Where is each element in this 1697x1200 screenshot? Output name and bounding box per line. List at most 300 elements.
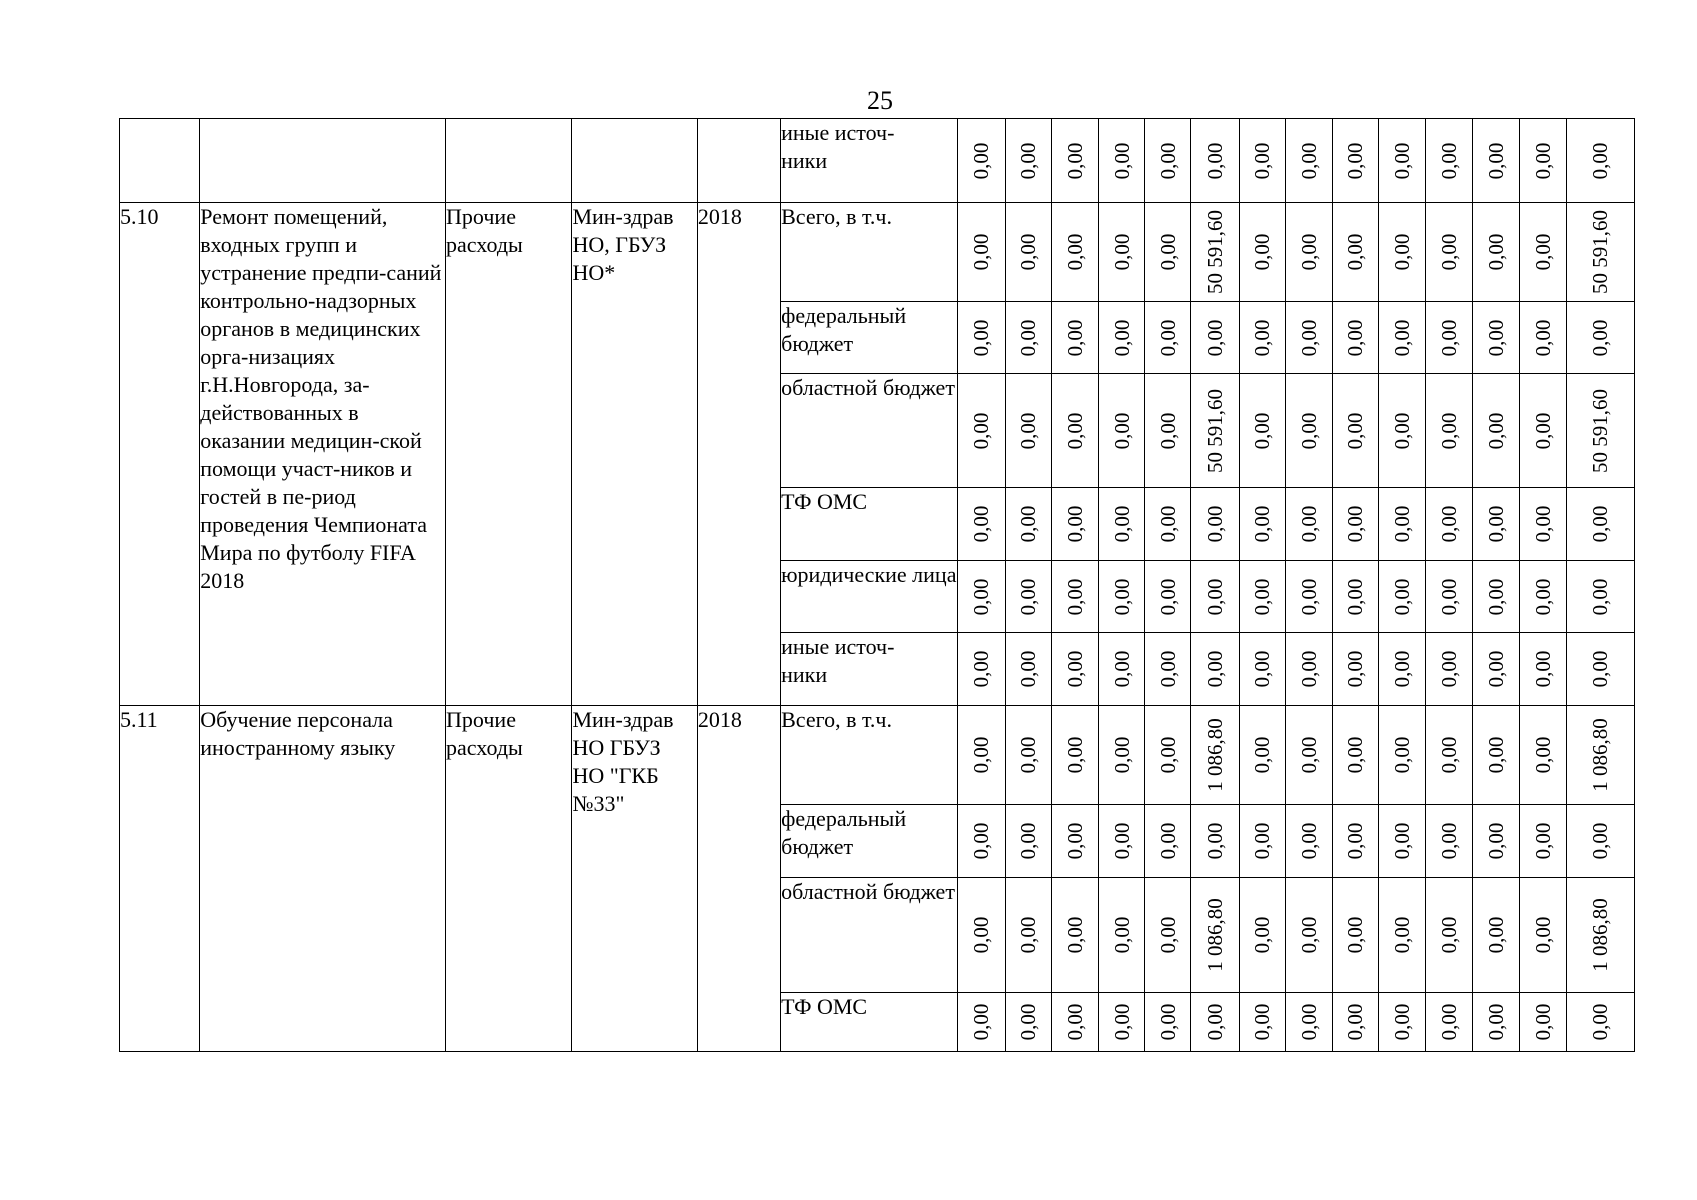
amount-cell: [1473, 805, 1520, 878]
amount-value: 0,00: [1250, 319, 1275, 356]
amount-cell: [1426, 203, 1473, 302]
amount-cell: [1426, 488, 1473, 561]
amount-cell: [1520, 706, 1566, 805]
amount-value: 0,00: [1390, 319, 1415, 356]
amount-value: 0,00: [1109, 916, 1134, 954]
amount-cell: [1052, 993, 1099, 1052]
amount-cell: [1520, 374, 1566, 488]
amount-cell: [1332, 302, 1378, 374]
amount-cell: [1473, 119, 1520, 203]
amount-cell: [1473, 633, 1520, 706]
amount-cell: [1191, 878, 1239, 993]
amount-value: 0,00: [1390, 412, 1415, 449]
amount-cell: [957, 203, 1005, 302]
amount-cell: [1566, 302, 1634, 374]
amount-value: 0,00: [1155, 736, 1180, 774]
amount-cell: [1379, 878, 1426, 993]
amount-value: 0,00: [1530, 650, 1555, 688]
amount-value: 0,00: [1250, 650, 1275, 688]
year-cell: [697, 706, 780, 1052]
amount-cell: [1052, 561, 1099, 633]
measure-name-cell: [200, 706, 446, 1052]
amount-cell: [1520, 993, 1566, 1052]
funding-source-cell: [781, 119, 958, 203]
amount-value: 0,00: [1016, 319, 1041, 356]
amount-cell: [1239, 993, 1285, 1052]
amount-cell: [1566, 203, 1634, 302]
amount-value: 0,00: [1484, 916, 1509, 954]
amount-cell: [1005, 374, 1051, 488]
amount-cell: [1239, 706, 1285, 805]
amount-value: 0,00: [1437, 1003, 1462, 1041]
amount-cell: [1332, 119, 1378, 203]
amount-value: 0,00: [1016, 505, 1041, 543]
expense-type: Прочие расходы: [446, 204, 523, 257]
amount-value: 0,00: [1484, 650, 1509, 688]
amount-value: 0,00: [1063, 142, 1088, 179]
amount-value: 0,00: [1296, 822, 1321, 860]
amount-cell: [1285, 488, 1332, 561]
amount-cell: [1239, 488, 1285, 561]
table-row: [120, 203, 1635, 302]
amount-cell: [1566, 374, 1634, 488]
amount-cell: [1566, 633, 1634, 706]
amount-value: 0,00: [1390, 233, 1415, 271]
amount-cell: [1052, 302, 1099, 374]
row-number: 5.11: [120, 707, 158, 732]
amount-value: 0,00: [1016, 233, 1041, 271]
amount-cell: [1145, 805, 1191, 878]
amount-cell: [957, 119, 1005, 203]
amount-cell: [1566, 993, 1634, 1052]
amount-cell: [1099, 203, 1145, 302]
amount-cell: [1052, 203, 1099, 302]
amount-value: 0,00: [969, 319, 994, 356]
amount-value: 0,00: [1588, 505, 1613, 543]
amount-cell: [1473, 203, 1520, 302]
funding-source-cell: [781, 633, 958, 706]
amount-cell: [1145, 706, 1191, 805]
amount-cell: [1145, 561, 1191, 633]
amount-value: 0,00: [1296, 142, 1321, 179]
amount-value: 0,00: [1250, 505, 1275, 543]
amount-value: 0,00: [1530, 736, 1555, 774]
amount-value: 0,00: [1250, 578, 1275, 615]
amount-value: 0,00: [1016, 822, 1041, 860]
amount-cell: [1099, 119, 1145, 203]
funding-source-cell: [781, 374, 958, 488]
amount-value: 0,00: [1530, 142, 1555, 179]
amount-value: 0,00: [1296, 1003, 1321, 1041]
amount-cell: [1191, 993, 1239, 1052]
amount-cell: [1005, 302, 1051, 374]
amount-value: 0,00: [1343, 319, 1368, 356]
amount-cell: [1520, 805, 1566, 878]
amount-cell: [1379, 119, 1426, 203]
amount-value: 0,00: [969, 1003, 994, 1041]
executor-cell: [572, 706, 697, 1052]
amount-value: 0,00: [1343, 578, 1368, 615]
expense-type: Прочие расходы: [446, 707, 523, 760]
amount-value: 0,00: [1155, 142, 1180, 179]
amount-cell: [1426, 805, 1473, 878]
amount-value: 0,00: [1530, 822, 1555, 860]
amount-value: 1 086,80: [1588, 898, 1613, 972]
amount-cell: [1285, 203, 1332, 302]
amount-cell: [1145, 302, 1191, 374]
amount-cell: [1332, 878, 1378, 993]
amount-value: 0,00: [1155, 578, 1180, 615]
amount-value: 0,00: [1437, 233, 1462, 271]
expense-type-cell: [446, 203, 572, 706]
amount-cell: [1052, 633, 1099, 706]
amount-value: 0,00: [1250, 1003, 1275, 1041]
executor-cell: [572, 203, 697, 706]
amount-cell: [1285, 633, 1332, 706]
amount-cell: [1239, 203, 1285, 302]
amount-cell: [1052, 706, 1099, 805]
amount-value: 0,00: [1250, 916, 1275, 954]
amount-value: 0,00: [1296, 650, 1321, 688]
amount-value: 0,00: [1437, 736, 1462, 774]
amount-cell: [1191, 302, 1239, 374]
funding-source-cell: [781, 203, 958, 302]
amount-cell: [1426, 119, 1473, 203]
funding-source-cell: [781, 878, 958, 993]
amount-cell: [1005, 488, 1051, 561]
amount-cell: [1099, 706, 1145, 805]
amount-value: 0,00: [1437, 578, 1462, 615]
funding-source: областной бюджет: [781, 375, 955, 400]
amount-value: 0,00: [1109, 736, 1134, 774]
amount-value: 0,00: [1343, 822, 1368, 860]
amount-value: 0,00: [1437, 319, 1462, 356]
amount-cell: [1005, 805, 1051, 878]
amount-cell: [1099, 993, 1145, 1052]
amount-value: 0,00: [1588, 822, 1613, 860]
amount-cell: [1379, 633, 1426, 706]
measure-name: Ремонт помещений, входных групп и устранение предпи-саний контрольно-надзорных органов в медицинских орга-низациях г.Н.Новгорода, за-действованных в оказании медицин-ской помощи участ-ников и гостей в пе-риод проведения Чемпионата Мира по футболу FIFA 2018: [200, 204, 442, 593]
amount-cell: [1426, 561, 1473, 633]
amount-value: 0,00: [1063, 916, 1088, 954]
amount-cell: [1426, 993, 1473, 1052]
amount-value: 0,00: [1250, 822, 1275, 860]
amount-cell: [1332, 633, 1378, 706]
year-cell: [697, 119, 780, 203]
amount-cell: [1052, 878, 1099, 993]
amount-cell: [1332, 488, 1378, 561]
amount-value: 0,00: [1484, 319, 1509, 356]
amount-value: 0,00: [1203, 1003, 1227, 1041]
amount-value: 0,00: [1109, 578, 1134, 615]
amount-cell: [1285, 878, 1332, 993]
table-row: [120, 119, 1635, 203]
amount-value: 0,00: [1063, 319, 1088, 356]
amount-value: 0,00: [1063, 505, 1088, 543]
row-number: 5.10: [120, 204, 159, 229]
amount-cell: [1052, 488, 1099, 561]
amount-cell: [1566, 561, 1634, 633]
amount-value: 0,00: [1390, 916, 1415, 954]
amount-value: 0,00: [1155, 822, 1180, 860]
amount-value: 0,00: [1109, 650, 1134, 688]
funding-source: федеральный бюджет: [781, 303, 907, 356]
amount-cell: [1520, 203, 1566, 302]
amount-value: 0,00: [1109, 822, 1134, 860]
amount-value: 0,00: [1530, 319, 1555, 356]
amount-cell: [1426, 374, 1473, 488]
amount-cell: [1099, 633, 1145, 706]
row-number-cell: [120, 119, 200, 203]
amount-cell: [1099, 805, 1145, 878]
amount-value: 0,00: [1437, 650, 1462, 688]
amount-value: 0,00: [1588, 142, 1613, 179]
amount-cell: [1332, 374, 1378, 488]
amount-cell: [1379, 302, 1426, 374]
amount-cell: [1566, 119, 1634, 203]
amount-value: 0,00: [1063, 822, 1088, 860]
amount-cell: [1052, 119, 1099, 203]
amount-cell: [1005, 993, 1051, 1052]
amount-value: 0,00: [1530, 578, 1555, 615]
amount-value: 0,00: [1155, 505, 1180, 543]
executor: Мин-здрав НО ГБУЗ НО "ГКБ №33": [572, 707, 674, 816]
amount-cell: [1379, 203, 1426, 302]
amount-cell: [1332, 203, 1378, 302]
funding-source: федеральный бюджет: [781, 806, 907, 859]
amount-cell: [1379, 561, 1426, 633]
amount-cell: [1239, 561, 1285, 633]
amount-cell: [1145, 878, 1191, 993]
amount-cell: [1239, 805, 1285, 878]
amount-value: 0,00: [1016, 916, 1041, 954]
amount-value: 0,00: [1155, 412, 1180, 449]
amount-value: 0,00: [1155, 233, 1180, 271]
amount-cell: [1332, 993, 1378, 1052]
amount-value: 0,00: [969, 578, 994, 615]
amount-cell: [957, 706, 1005, 805]
amount-value: 0,00: [1063, 650, 1088, 688]
amount-value: 0,00: [1343, 505, 1368, 543]
amount-cell: [1426, 633, 1473, 706]
amount-cell: [1005, 706, 1051, 805]
amount-value: 0,00: [969, 736, 994, 774]
amount-value: 0,00: [1588, 578, 1613, 615]
expense-type-cell: [446, 119, 572, 203]
amount-cell: [1005, 633, 1051, 706]
amount-cell: [1473, 488, 1520, 561]
amount-value: 0,00: [969, 916, 994, 954]
amount-value: 1 086,80: [1203, 898, 1227, 972]
amount-value: 0,00: [969, 412, 994, 449]
amount-value: 0,00: [1296, 578, 1321, 615]
funding-source: областной бюджет: [781, 879, 955, 904]
amount-value: 0,00: [1109, 142, 1134, 179]
amount-value: 0,00: [1063, 578, 1088, 615]
amount-value: 0,00: [1343, 650, 1368, 688]
amount-cell: [1285, 805, 1332, 878]
funding-source: ТФ ОМС: [781, 489, 868, 514]
amount-cell: [1473, 706, 1520, 805]
amount-cell: [1191, 805, 1239, 878]
amount-value: 0,00: [1250, 412, 1275, 449]
amount-cell: [1426, 878, 1473, 993]
amount-value: 0,00: [1203, 505, 1227, 543]
amount-value: 0,00: [1390, 1003, 1415, 1041]
amount-cell: [1099, 374, 1145, 488]
amount-value: 0,00: [1484, 233, 1509, 271]
amount-value: 50 591,60: [1203, 388, 1227, 473]
amount-value: 0,00: [1530, 505, 1555, 543]
amount-value: 0,00: [1484, 822, 1509, 860]
amount-value: 0,00: [1390, 142, 1415, 179]
amount-cell: [1191, 203, 1239, 302]
amount-cell: [957, 488, 1005, 561]
amount-cell: [1145, 488, 1191, 561]
amount-cell: [1052, 374, 1099, 488]
amount-value: 0,00: [1390, 822, 1415, 860]
amount-value: 50 591,60: [1588, 388, 1613, 473]
year: 2018: [697, 204, 742, 229]
amount-cell: [1473, 374, 1520, 488]
amount-cell: [1520, 878, 1566, 993]
amount-value: 0,00: [1203, 578, 1227, 615]
amount-value: 0,00: [1343, 412, 1368, 449]
amount-value: 0,00: [1343, 142, 1368, 179]
amount-cell: [1145, 633, 1191, 706]
amount-value: 0,00: [1437, 412, 1462, 449]
amount-value: 0,00: [1343, 736, 1368, 774]
amount-cell: [1052, 805, 1099, 878]
amount-value: 0,00: [1063, 736, 1088, 774]
amount-cell: [1239, 302, 1285, 374]
funding-source: юридические лица: [781, 562, 957, 587]
table-row: [120, 706, 1635, 805]
amount-cell: [1005, 203, 1051, 302]
amount-cell: [1285, 302, 1332, 374]
funding-source-cell: [781, 488, 958, 561]
amount-cell: [1285, 561, 1332, 633]
amount-value: 0,00: [1484, 736, 1509, 774]
amount-cell: [1285, 993, 1332, 1052]
amount-value: 0,00: [1155, 650, 1180, 688]
amount-cell: [957, 878, 1005, 993]
amount-cell: [1191, 119, 1239, 203]
amount-cell: [1566, 488, 1634, 561]
row-number-cell: [120, 203, 200, 706]
amount-value: 50 591,60: [1203, 210, 1227, 294]
amount-cell: [1520, 302, 1566, 374]
amount-cell: [1473, 878, 1520, 993]
measure-name: Обучение персонала иностранному языку: [200, 707, 396, 760]
amount-value: 0,00: [1390, 650, 1415, 688]
amount-cell: [1239, 119, 1285, 203]
amount-value: 0,00: [969, 650, 994, 688]
row-number-cell: [120, 706, 200, 1052]
amount-cell: [1145, 119, 1191, 203]
funding-source: иные источ- ники: [781, 634, 895, 687]
amount-cell: [1239, 633, 1285, 706]
amount-value: 0,00: [1343, 1003, 1368, 1041]
amount-value: 0,00: [1296, 916, 1321, 954]
amount-value: 0,00: [1063, 233, 1088, 271]
amount-cell: [957, 993, 1005, 1052]
executor-cell: [572, 119, 697, 203]
amount-cell: [1099, 488, 1145, 561]
amount-value: 0,00: [1390, 578, 1415, 615]
amount-cell: [957, 805, 1005, 878]
amount-cell: [1285, 119, 1332, 203]
amount-cell: [1099, 878, 1145, 993]
amount-cell: [1145, 374, 1191, 488]
amount-cell: [1332, 561, 1378, 633]
amount-cell: [1379, 706, 1426, 805]
amount-cell: [957, 633, 1005, 706]
executor: Мин-здрав НО, ГБУЗ НО*: [572, 204, 674, 285]
amount-value: 0,00: [1109, 319, 1134, 356]
amount-value: 0,00: [1203, 142, 1227, 179]
amount-value: 0,00: [1484, 412, 1509, 449]
amount-cell: [1566, 878, 1634, 993]
amount-value: 0,00: [969, 505, 994, 543]
amount-value: 0,00: [1530, 412, 1555, 449]
amount-cell: [1379, 805, 1426, 878]
amount-value: 0,00: [1296, 233, 1321, 271]
amount-cell: [1520, 488, 1566, 561]
amount-cell: [1426, 706, 1473, 805]
amount-value: 0,00: [1296, 736, 1321, 774]
page-number: 25: [867, 86, 893, 115]
measure-name-cell: [200, 119, 446, 203]
amount-value: 0,00: [1296, 412, 1321, 449]
amount-value: 1 086,80: [1588, 718, 1613, 792]
amount-value: 0,00: [1016, 736, 1041, 774]
amount-value: 0,00: [1109, 1003, 1134, 1041]
amount-value: 0,00: [1109, 412, 1134, 449]
amount-value: 50 591,60: [1588, 210, 1613, 294]
amount-cell: [957, 302, 1005, 374]
amount-cell: [1191, 706, 1239, 805]
amount-value: 0,00: [1390, 505, 1415, 543]
amount-cell: [1332, 805, 1378, 878]
amount-cell: [1145, 203, 1191, 302]
amount-value: 0,00: [1484, 1003, 1509, 1041]
amount-cell: [1239, 878, 1285, 993]
amount-value: 0,00: [1016, 142, 1041, 179]
amount-cell: [1099, 302, 1145, 374]
amount-cell: [1379, 488, 1426, 561]
year: 2018: [697, 707, 742, 732]
amount-value: 0,00: [969, 233, 994, 271]
amount-value: 0,00: [1296, 505, 1321, 543]
amount-cell: [1332, 706, 1378, 805]
amount-value: 0,00: [1016, 650, 1041, 688]
amount-value: 0,00: [1437, 505, 1462, 543]
amount-value: 0,00: [1437, 142, 1462, 179]
financing-table: [119, 118, 1635, 1052]
amount-value: 0,00: [1343, 233, 1368, 271]
amount-value: 0,00: [1588, 650, 1613, 688]
amount-cell: [1473, 993, 1520, 1052]
funding-source: ТФ ОМС: [781, 994, 868, 1019]
amount-cell: [1239, 374, 1285, 488]
amount-value: 0,00: [1203, 822, 1227, 860]
amount-cell: [1145, 993, 1191, 1052]
amount-value: 0,00: [1437, 916, 1462, 954]
amount-cell: [1285, 374, 1332, 488]
amount-cell: [957, 374, 1005, 488]
amount-value: 0,00: [969, 142, 994, 179]
